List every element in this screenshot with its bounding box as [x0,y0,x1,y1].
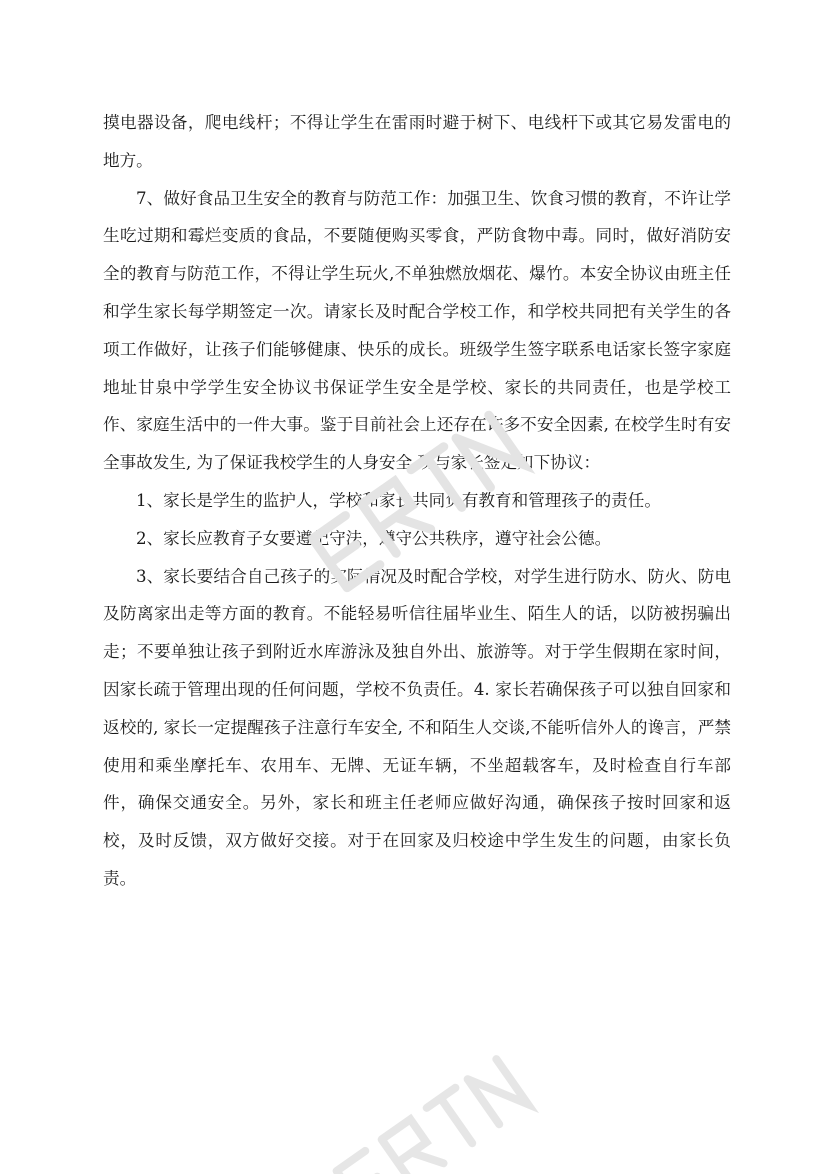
paragraph-agreement-2: 2、家长应教育子女要遵纪守法，遵守公共秩序，遵守社会公德。 [136,528,612,548]
paragraph-agreement-1: 1、家长是学生的监护人，学校和家长共同负有教育和管理孩子的责任。 [136,490,661,510]
paragraph-agreement-3: 3、家长要结合自己孩子的实际情况及时配合学校，对学生进行防水、防火、防电及防离家出走等方面的教育。不能轻易听信往届毕业生、陌生人的话，以防被拐骗出走；不要单独让孩子到附近水库游泳及独自外出、旅游等。对于学生假期在家时间，因家长疏于管理出现的任何问题，学校不负责任。4. 家长若确保孩子可以独自回家和返校的, 家长一定提醒孩子注意行车安全, 不和陌生人交谈,不能听信外人的谗言，严禁使用和乘坐摩托车、农用车、无牌、无证车辆，不坐超载客车，及时检查自行车部件，确保交通安全。另外，家长和班主任老师应做好沟通，确保孩子按时回家和返校，及时反馈，双方做好交接。对于在回家及归校途中学生发生的问题，由家长负责。 [103,566,731,888]
watermark-logo-icon [300,1050,560,1174]
paragraph-item-7: 7、做好食品卫生安全的教育与防范工作：加强卫生、饮食习惯的教育，不许让学生吃过期和霉烂变质的食品，不要随便购买零食，严防食物中毒。同时，做好消防安全的教育与防范工作，不得让学生玩火,不单独燃放烟花、爆竹。本安全协议由班主任和学生家长每学期签定一次。请家长及时配合学校工作，和学校共同把有关学生的各项工作做好，让孩子们能够健康、快乐的成长。班级学生签字联系电话家长签字家庭地址甘泉中学学生安全协议书保证学生安全是学校、家长的共同责任，也是学校工作、家庭生活中的一件大事。鉴于目前社会上还存在许多不安全因素, 在校学生时有安全事故发生, 为了保证我校学生的人身安全,现与家长签定如下协议： [103,188,731,473]
document-body [103,104,731,898]
paragraph-continuation: 摸电器设备，爬电线杆；不得让学生在雷雨时避于树下、电线杆下或其它易发雷电的地方。 [103,113,731,170]
